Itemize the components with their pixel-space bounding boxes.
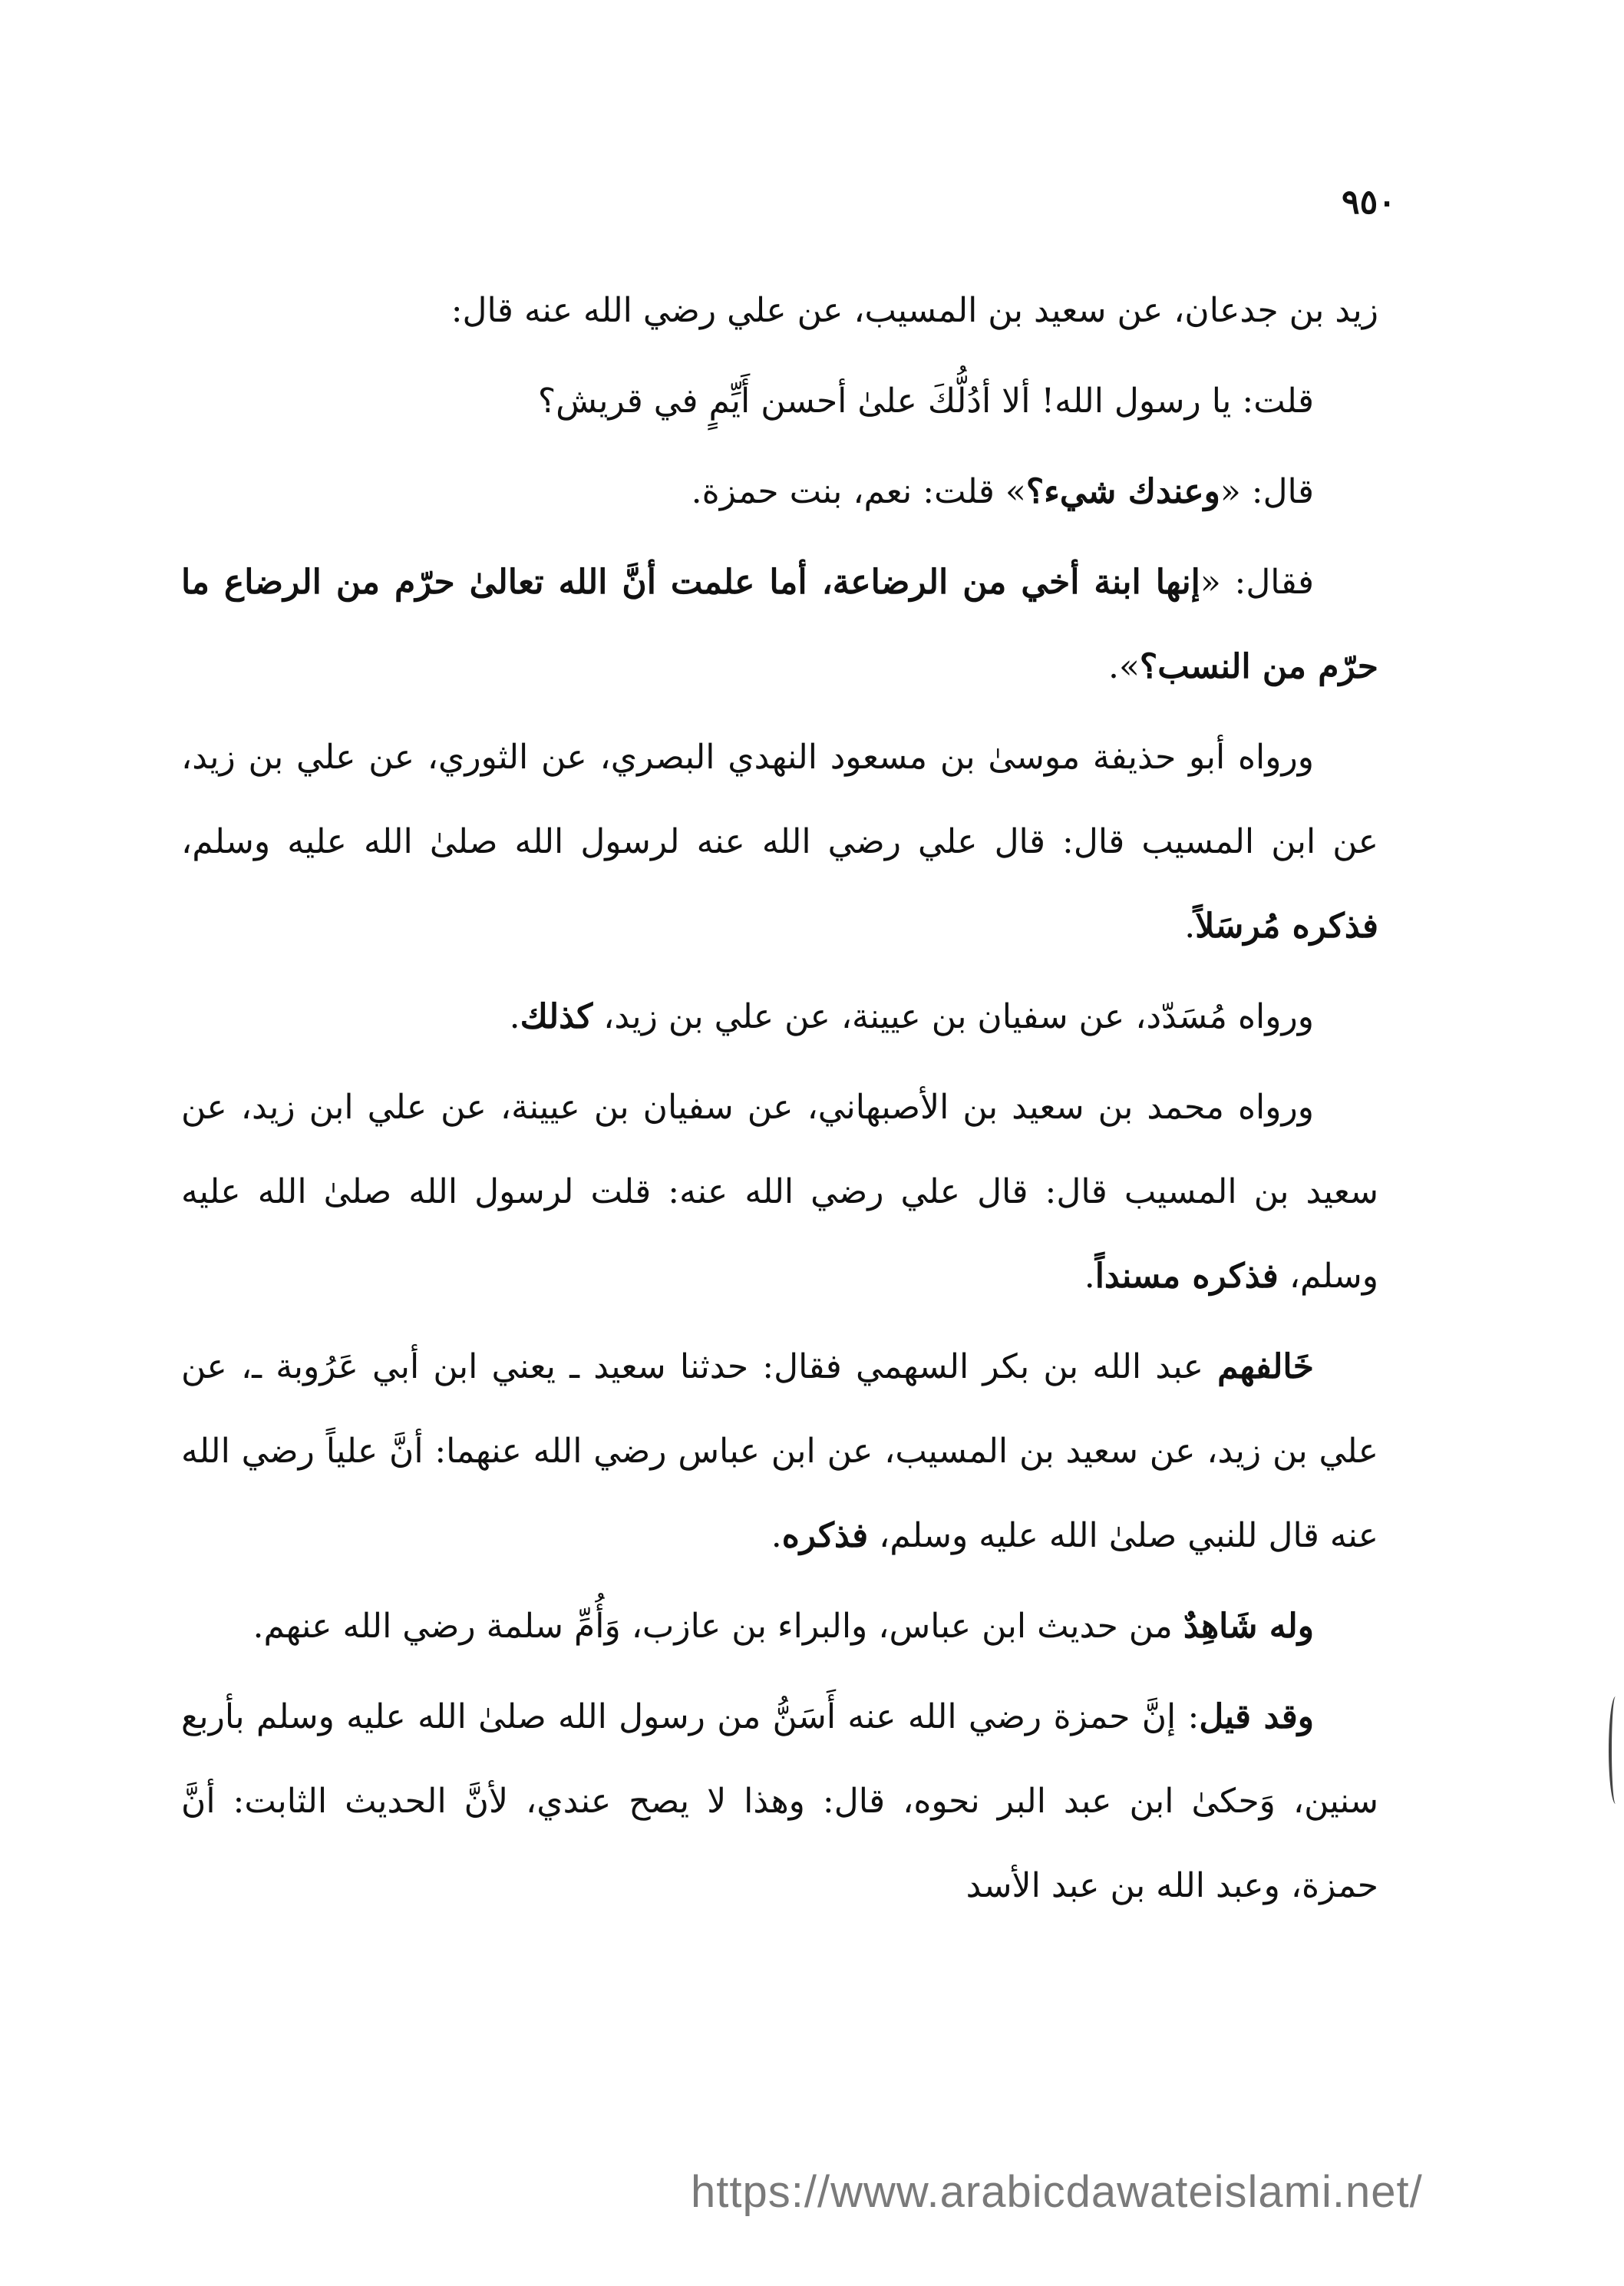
bold-text: كذلك bbox=[520, 997, 593, 1036]
text-segment: ورواه محمد بن سعيد بن الأصبهاني، عن سفيان بن عيينة، عن علي ابن زيد، عن سعيد بن المسيب قال: قال علي رضي الله عنه: قلت لرسول الله صلىٰ الله عليه وسلم، bbox=[181, 1088, 1378, 1296]
text-segment: عبد الله بن بكر السهمي فقال: حدثنا سعيد ـ يعني ابن أبي عَرُوبة ـ، عن علي بن زيد، عن سعيد بن المسيب، عن ابن عباس رضي الله عنهما: أنَّ علياً رضي الله عنه قال للنبي صلىٰ الله عليه وسلم، bbox=[181, 1347, 1378, 1555]
bold-text: فذكره مُرسَلاً bbox=[1195, 907, 1378, 946]
text-segment: قال: « bbox=[1220, 472, 1314, 511]
text-segment: ». bbox=[1107, 647, 1140, 686]
paragraph bbox=[181, 450, 1378, 534]
text-segment: : إنَّ حمزة رضي الله عنه أَسَنُّ من رسول الله صلىٰ الله عليه وسلم بأربع سنين، وَحكىٰ ابن عبد البر نحوه، قال: وهذا لا يصح عندي، لأنَّ الحديث الثابت: أنَّ حمزة، وعبد الله بن عبد الأسد bbox=[181, 1697, 1378, 1905]
text-segment: . bbox=[1184, 907, 1196, 946]
text-segment: . bbox=[1084, 1257, 1095, 1296]
page-number: ٩٥٠ bbox=[1342, 183, 1396, 222]
bold-text: إنها ابنة أخي من الرضاعة، أما علمت أنَّ الله تعالىٰ حرّم من الرضاع ما حرّم من النسب؟ bbox=[181, 563, 1378, 686]
text-segment: زيد بن جدعان، عن سعيد بن المسيب، عن علي رضي الله عنه قال: bbox=[451, 291, 1378, 330]
paragraph bbox=[181, 975, 1378, 1059]
page-edge-mark bbox=[1609, 1696, 1622, 1804]
paragraph bbox=[181, 715, 1378, 969]
watermark-url: https://www.arabicdawateislami.net/ bbox=[691, 2167, 1423, 2217]
text-segment: ورواه أبو حذيفة موسىٰ بن مسعود النهدي البصري، عن الثوري، عن علي بن زيد، عن ابن المسيب قال: قال علي رضي الله عنه لرسول الله صلىٰ الله عليه وسلم، bbox=[181, 738, 1378, 861]
text-segment: فقال: « bbox=[1200, 563, 1314, 602]
text-segment: من حديث ابن عباس، والبراء بن عازب، وَأُمِّ سلمة رضي الله عنهم. bbox=[253, 1607, 1183, 1646]
document-body bbox=[181, 269, 1378, 1934]
text-segment: ورواه مُسَدّد، عن سفيان بن عيينة، عن علي بن زيد، bbox=[592, 997, 1314, 1036]
paragraph bbox=[181, 1325, 1378, 1578]
paragraph bbox=[181, 540, 1378, 709]
text-segment: قلت: يا رسول الله! ألا أدُلُّكَ علىٰ أحسن أَيِّمٍ في قريش؟ bbox=[537, 382, 1314, 421]
bold-text: خَالفهم bbox=[1217, 1347, 1314, 1386]
bold-text: وله شَاهِدٌ bbox=[1183, 1607, 1314, 1646]
bold-text: فذكره مسنداً bbox=[1094, 1257, 1279, 1296]
text-segment: . bbox=[771, 1516, 782, 1555]
bold-text: وقد قيل bbox=[1199, 1697, 1315, 1736]
paragraph bbox=[181, 1584, 1378, 1669]
paragraph bbox=[181, 1675, 1378, 1928]
bold-text: وعندك شيء؟ bbox=[1025, 472, 1220, 511]
paragraph bbox=[181, 1065, 1378, 1319]
bold-text: فذكره bbox=[781, 1516, 869, 1555]
paragraph bbox=[181, 359, 1378, 444]
paragraph bbox=[181, 269, 1378, 353]
text-segment: . bbox=[509, 997, 520, 1036]
text-segment: » قلت: نعم، بنت حمزة. bbox=[691, 472, 1026, 511]
